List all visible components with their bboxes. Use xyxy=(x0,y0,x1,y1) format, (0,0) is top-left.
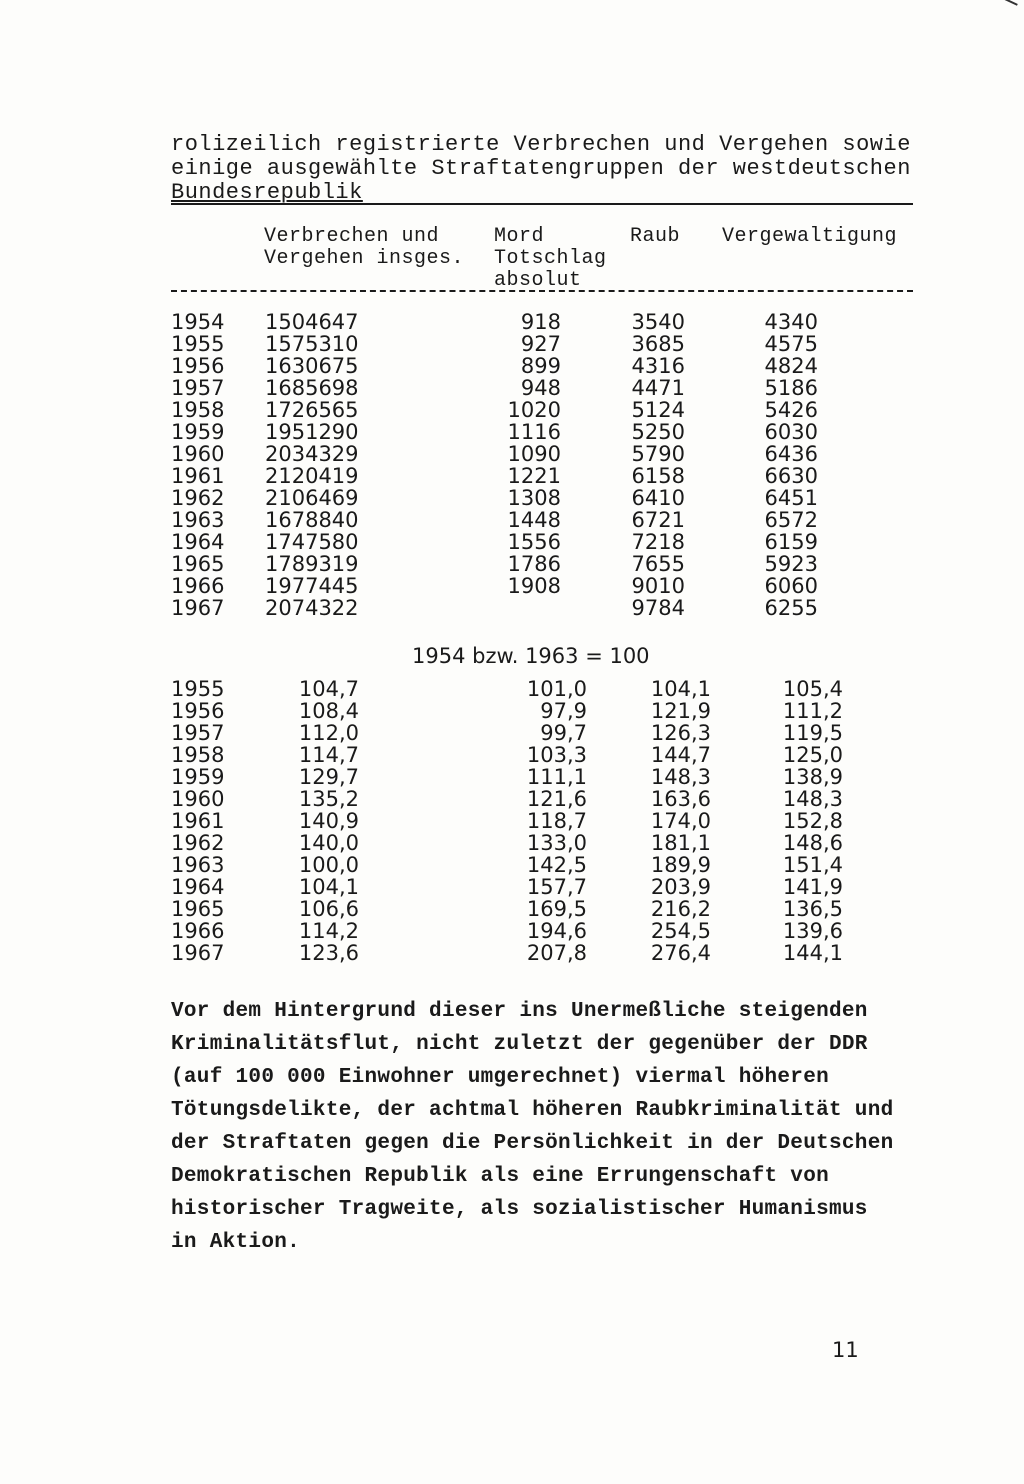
cell-mord: 111,1 xyxy=(526,765,587,789)
cell-raub: 4316 xyxy=(631,354,685,378)
cell-mord: 1908 xyxy=(507,574,561,598)
index-row xyxy=(171,788,891,810)
cell-ges: 140,0 xyxy=(298,831,359,855)
cell-verg: 151,4 xyxy=(782,853,843,877)
cell-ges: 1685698 xyxy=(265,376,359,400)
cell-raub: 5790 xyxy=(631,442,685,466)
cell-ges: 1575310 xyxy=(265,332,359,356)
cell-raub: 104,1 xyxy=(650,677,711,701)
paragraph-line: historischer Tragweite, als sozialistischer Humanismus xyxy=(171,1198,868,1221)
cell-ges: 140,9 xyxy=(298,809,359,833)
table-row xyxy=(171,355,891,377)
cell-verg: 6159 xyxy=(764,530,818,554)
table-row xyxy=(171,333,891,355)
index-heading: 1954 bzw. 1963 = 100 xyxy=(412,644,650,668)
cell-year: 1963 xyxy=(171,508,225,532)
cell-mord: 1090 xyxy=(507,442,561,466)
table-row xyxy=(171,509,891,531)
cell-year: 1956 xyxy=(171,354,225,378)
cell-ges: 106,6 xyxy=(298,897,359,921)
cell-year: 1957 xyxy=(171,721,225,745)
table-row xyxy=(171,487,891,509)
cell-raub: 4471 xyxy=(631,376,685,400)
paragraph-line: in Aktion. xyxy=(171,1231,301,1254)
cell-mord: 157,7 xyxy=(526,875,587,899)
cell-year: 1963 xyxy=(171,853,225,877)
cell-raub: 148,3 xyxy=(650,765,711,789)
title-line-2: einige ausgewählte Straftatengruppen der westdeutschen xyxy=(171,156,911,181)
cell-ges: 114,2 xyxy=(298,919,359,943)
scan-mark xyxy=(998,0,1018,15)
cell-year: 1959 xyxy=(171,765,225,789)
cell-verg: 6630 xyxy=(764,464,818,488)
cell-ges: 104,1 xyxy=(298,875,359,899)
cell-verg: 152,8 xyxy=(782,809,843,833)
header-mord-line-3: absolut xyxy=(494,269,582,292)
cell-raub: 163,6 xyxy=(650,787,711,811)
cell-raub: 216,2 xyxy=(650,897,711,921)
cell-year: 1967 xyxy=(171,596,225,620)
cell-raub: 276,4 xyxy=(650,941,711,965)
cell-verg: 138,9 xyxy=(782,765,843,789)
cell-year: 1959 xyxy=(171,420,225,444)
cell-mord: 169,5 xyxy=(526,897,587,921)
cell-year: 1964 xyxy=(171,530,225,554)
header-rule xyxy=(171,290,913,292)
cell-ges: 2106469 xyxy=(265,486,359,510)
body-paragraph xyxy=(171,995,931,1259)
cell-verg: 6255 xyxy=(764,596,818,620)
cell-mord: 918 xyxy=(520,310,561,334)
cell-verg: 141,9 xyxy=(782,875,843,899)
index-row xyxy=(171,876,891,898)
cell-ges: 123,6 xyxy=(298,941,359,965)
cell-year: 1966 xyxy=(171,919,225,943)
cell-year: 1957 xyxy=(171,376,225,400)
cell-year: 1961 xyxy=(171,809,225,833)
cell-mord: 1786 xyxy=(507,552,561,576)
cell-mord: 927 xyxy=(520,332,561,356)
index-table xyxy=(171,678,891,964)
title-rule xyxy=(171,203,913,205)
header-raub-label: Raub xyxy=(630,225,681,248)
header-raub xyxy=(630,226,680,248)
header-mord-line-1: Mord xyxy=(494,225,545,248)
cell-ges: 112,0 xyxy=(298,721,359,745)
cell-verg: 6436 xyxy=(764,442,818,466)
index-row xyxy=(171,832,891,854)
cell-ges: 1977445 xyxy=(265,574,359,598)
index-row xyxy=(171,722,891,744)
index-row xyxy=(171,942,891,964)
header-mord xyxy=(494,226,607,292)
cell-ges: 129,7 xyxy=(298,765,359,789)
header-verg-label: Vergewaltigung xyxy=(722,225,898,248)
cell-mord: 194,6 xyxy=(526,919,587,943)
cell-ges: 100,0 xyxy=(298,853,359,877)
cell-year: 1960 xyxy=(171,787,225,811)
table-row xyxy=(171,377,891,399)
cell-year: 1965 xyxy=(171,552,225,576)
cell-verg: 6572 xyxy=(764,508,818,532)
cell-year: 1955 xyxy=(171,332,225,356)
paragraph-line: Vor dem Hintergrund dieser ins Unermeßliche steigenden xyxy=(171,1000,868,1023)
table-row xyxy=(171,553,891,575)
absolute-table xyxy=(171,311,891,619)
cell-raub: 181,1 xyxy=(650,831,711,855)
cell-verg: 5426 xyxy=(764,398,818,422)
cell-raub: 7655 xyxy=(631,552,685,576)
title-line-3: Bundesrepublik xyxy=(171,180,363,205)
cell-verg: 148,6 xyxy=(782,831,843,855)
paragraph-line: der Straftaten gegen die Persönlichkeit in der Deutschen xyxy=(171,1132,894,1155)
table-row xyxy=(171,399,891,421)
paragraph-line: Tötungsdelikte, der achtmal höheren Raubkriminalität und xyxy=(171,1099,894,1122)
cell-mord: 121,6 xyxy=(526,787,587,811)
cell-ges: 1678840 xyxy=(265,508,359,532)
cell-ges: 2074322 xyxy=(265,596,359,620)
cell-verg: 125,0 xyxy=(782,743,843,767)
cell-ges: 114,7 xyxy=(298,743,359,767)
cell-year: 1966 xyxy=(171,574,225,598)
cell-year: 1955 xyxy=(171,677,225,701)
cell-mord: 101,0 xyxy=(526,677,587,701)
index-row xyxy=(171,810,891,832)
paragraph-line: Kriminalitätsflut, nicht zuletzt der gegenüber der DDR xyxy=(171,1033,868,1056)
index-row xyxy=(171,898,891,920)
index-row xyxy=(171,920,891,942)
cell-ges: 2120419 xyxy=(265,464,359,488)
cell-verg: 5186 xyxy=(764,376,818,400)
cell-raub: 5250 xyxy=(631,420,685,444)
table-row xyxy=(171,597,891,619)
table-row xyxy=(171,531,891,553)
index-row xyxy=(171,854,891,876)
cell-raub: 189,9 xyxy=(650,853,711,877)
paragraph-line: (auf 100 000 Einwohner umgerechnet) viermal höheren xyxy=(171,1066,830,1089)
cell-year: 1958 xyxy=(171,398,225,422)
cell-raub: 121,9 xyxy=(650,699,711,723)
cell-year: 1967 xyxy=(171,941,225,965)
header-verbrechen xyxy=(264,226,464,270)
cell-mord: 1556 xyxy=(507,530,561,554)
cell-raub: 6721 xyxy=(631,508,685,532)
cell-mord: 948 xyxy=(520,376,561,400)
page-number: 11 xyxy=(832,1338,859,1362)
cell-mord: 1448 xyxy=(507,508,561,532)
cell-raub: 3540 xyxy=(631,310,685,334)
table-row xyxy=(171,311,891,333)
cell-raub: 126,3 xyxy=(650,721,711,745)
cell-ges: 1504647 xyxy=(265,310,359,334)
cell-raub: 6410 xyxy=(631,486,685,510)
cell-verg: 4824 xyxy=(764,354,818,378)
cell-verg: 139,6 xyxy=(782,919,843,943)
cell-raub: 144,7 xyxy=(650,743,711,767)
cell-year: 1958 xyxy=(171,743,225,767)
cell-mord: 142,5 xyxy=(526,853,587,877)
paragraph-line: Demokratischen Republik als eine Errungenschaft von xyxy=(171,1165,830,1188)
cell-mord: 103,3 xyxy=(526,743,587,767)
cell-raub: 7218 xyxy=(631,530,685,554)
cell-ges: 1726565 xyxy=(265,398,359,422)
cell-verg: 105,4 xyxy=(782,677,843,701)
table-row xyxy=(171,575,891,597)
cell-ges: 1630675 xyxy=(265,354,359,378)
cell-mord: 118,7 xyxy=(526,809,587,833)
index-row xyxy=(171,678,891,700)
table-row xyxy=(171,443,891,465)
cell-ges: 135,2 xyxy=(298,787,359,811)
cell-verg: 6451 xyxy=(764,486,818,510)
cell-verg: 4575 xyxy=(764,332,818,356)
table-row xyxy=(171,465,891,487)
cell-raub: 254,5 xyxy=(650,919,711,943)
cell-ges: 104,7 xyxy=(298,677,359,701)
cell-year: 1956 xyxy=(171,699,225,723)
cell-verg: 5923 xyxy=(764,552,818,576)
cell-year: 1965 xyxy=(171,897,225,921)
cell-ges: 1951290 xyxy=(265,420,359,444)
cell-verg: 119,5 xyxy=(782,721,843,745)
cell-year: 1962 xyxy=(171,831,225,855)
cell-mord: 207,8 xyxy=(526,941,587,965)
header-mord-line-2: Totschlag xyxy=(494,247,607,270)
index-row xyxy=(171,744,891,766)
cell-verg: 148,3 xyxy=(782,787,843,811)
cell-raub: 3685 xyxy=(631,332,685,356)
cell-ges: 108,4 xyxy=(298,699,359,723)
cell-raub: 9784 xyxy=(631,596,685,620)
header-ges-line-1: Verbrechen und xyxy=(264,225,440,248)
cell-ges: 1747580 xyxy=(265,530,359,554)
cell-year: 1954 xyxy=(171,310,225,334)
cell-raub: 5124 xyxy=(631,398,685,422)
cell-mord: 899 xyxy=(520,354,561,378)
cell-mord: 99,7 xyxy=(540,721,587,745)
cell-verg: 6030 xyxy=(764,420,818,444)
cell-mord: 1308 xyxy=(507,486,561,510)
cell-ges: 1789319 xyxy=(265,552,359,576)
cell-verg: 136,5 xyxy=(782,897,843,921)
cell-mord: 1116 xyxy=(507,420,561,444)
cell-year: 1960 xyxy=(171,442,225,466)
cell-mord: 97,9 xyxy=(540,699,587,723)
table-row xyxy=(171,421,891,443)
cell-raub: 203,9 xyxy=(650,875,711,899)
cell-raub: 6158 xyxy=(631,464,685,488)
index-row xyxy=(171,700,891,722)
cell-raub: 9010 xyxy=(631,574,685,598)
header-vergewaltigung xyxy=(722,226,897,248)
cell-verg: 6060 xyxy=(764,574,818,598)
cell-mord: 1221 xyxy=(507,464,561,488)
cell-year: 1961 xyxy=(171,464,225,488)
cell-verg: 4340 xyxy=(764,310,818,334)
cell-verg: 111,2 xyxy=(782,699,843,723)
cell-verg: 144,1 xyxy=(782,941,843,965)
cell-year: 1962 xyxy=(171,486,225,510)
table-title xyxy=(171,132,911,205)
header-ges-line-2: Vergehen insges. xyxy=(264,247,465,270)
cell-year: 1964 xyxy=(171,875,225,899)
cell-mord: 133,0 xyxy=(526,831,587,855)
cell-ges: 2034329 xyxy=(265,442,359,466)
index-row xyxy=(171,766,891,788)
cell-mord: 1020 xyxy=(507,398,561,422)
title-line-1: rolizeilich registrierte Verbrechen und Vergehen sowie xyxy=(171,132,911,157)
cell-raub: 174,0 xyxy=(650,809,711,833)
